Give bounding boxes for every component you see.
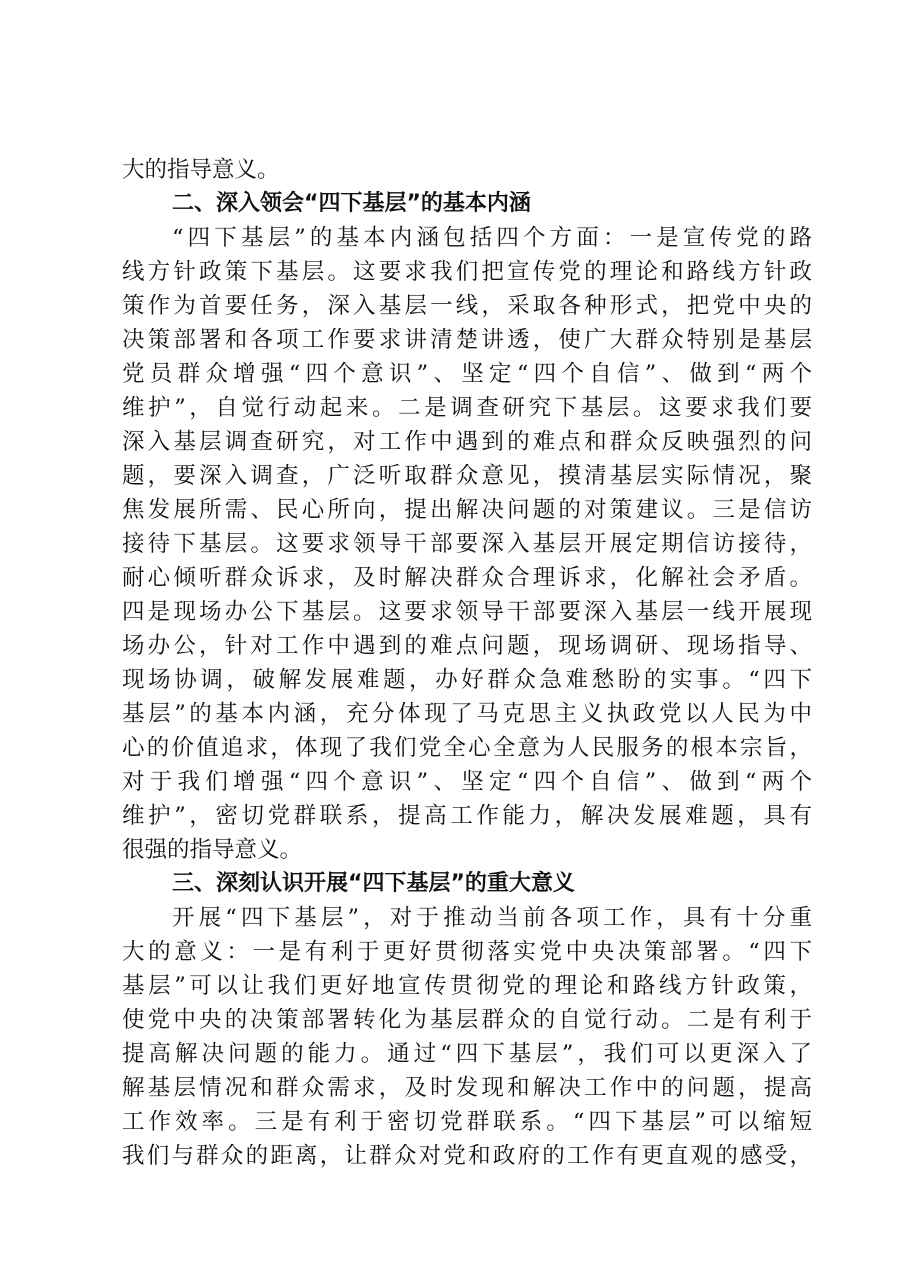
paragraph-line: 很强的指导意义。 [122, 837, 303, 863]
paragraph-line: 维护”，密切党群联系，提高工作能力，解决发展难题，具有 [122, 803, 812, 829]
paragraph-line: 决策部署和各项工作要求讲清楚讲透，使广大群众特别是基层 [122, 327, 812, 353]
paragraph-line: 维护”，自觉行动起来。二是调查研究下基层。这要求我们要 [122, 395, 812, 421]
paragraph-line: 提高解决问题的能力。通过“四下基层”，我们可以更深入了 [122, 1041, 812, 1067]
paragraph-line: 开展“四下基层”，对于推动当前各项工作，具有十分重 [172, 905, 812, 931]
paragraph-line: 策作为首要任务，深入基层一线，采取各种形式，把党中央的 [122, 293, 812, 319]
paragraph-line: 基层”可以让我们更好地宣传贯彻党的理论和路线方针政策， [122, 973, 812, 999]
paragraph-line: 我们与群众的距离，让群众对党和政府的工作有更直观的感受， [122, 1143, 812, 1169]
paragraph-line: 党员群众增强“四个意识”、坚定“四个自信”、做到“两个 [122, 361, 812, 387]
paragraph-line: 接待下基层。这要求领导干部要深入基层开展定期信访接待， [122, 531, 812, 557]
paragraph-line: 工作效率。三是有利于密切党群联系。“四下基层”可以缩短 [122, 1109, 812, 1135]
section-heading-3: 三、深刻认识开展“四下基层”的重大意义 [172, 871, 575, 896]
paragraph-line: 使党中央的决策部署转化为基层群众的自觉行动。二是有利于 [122, 1007, 812, 1033]
paragraph-line: 对于我们增强“四个意识”、坚定“四个自信”、做到“两个 [122, 769, 812, 795]
paragraph-line: 耐心倾听群众诉求，及时解决群众合理诉求，化解社会矛盾。 [122, 565, 812, 591]
paragraph-line: 题，要深入调查，广泛听取群众意见，摸清基层实际情况，聚 [122, 463, 812, 489]
paragraph-line: 四是现场办公下基层。这要求领导干部要深入基层一线开展现 [122, 599, 812, 625]
paragraph-line: 线方针政策下基层。这要求我们把宣传党的理论和路线方针政 [122, 259, 812, 285]
paragraph-line: 深入基层调查研究，对工作中遇到的难点和群众反映强烈的问 [122, 429, 812, 455]
paragraph-line: 焦发展所需、民心所向，提出解决问题的对策建议。三是信访 [122, 497, 812, 523]
paragraph-line: 基层”的基本内涵，充分体现了马克思主义执政党以人民为中 [122, 701, 812, 727]
paragraph-line: 现场协调，破解发展难题，办好群众急难愁盼的实事。“四下 [122, 667, 812, 693]
paragraph-line: “四下基层”的基本内涵包括四个方面：一是宣传党的路 [172, 225, 812, 251]
paragraph-line: 大的意义：一是有利于更好贯彻落实党中央决策部署。“四下 [122, 939, 812, 965]
section-heading-2: 二、深入领会“四下基层”的基本内涵 [172, 191, 531, 216]
paragraph-line: 场办公，针对工作中遇到的难点问题，现场调研、现场指导、 [122, 633, 812, 659]
paragraph-line: 解基层情况和群众需求，及时发现和解决工作中的问题，提高 [122, 1075, 812, 1101]
paragraph-line: 大的指导意义。 [122, 157, 280, 183]
paragraph-line: 心的价值追求，体现了我们党全心全意为人民服务的根本宗旨， [122, 735, 812, 761]
